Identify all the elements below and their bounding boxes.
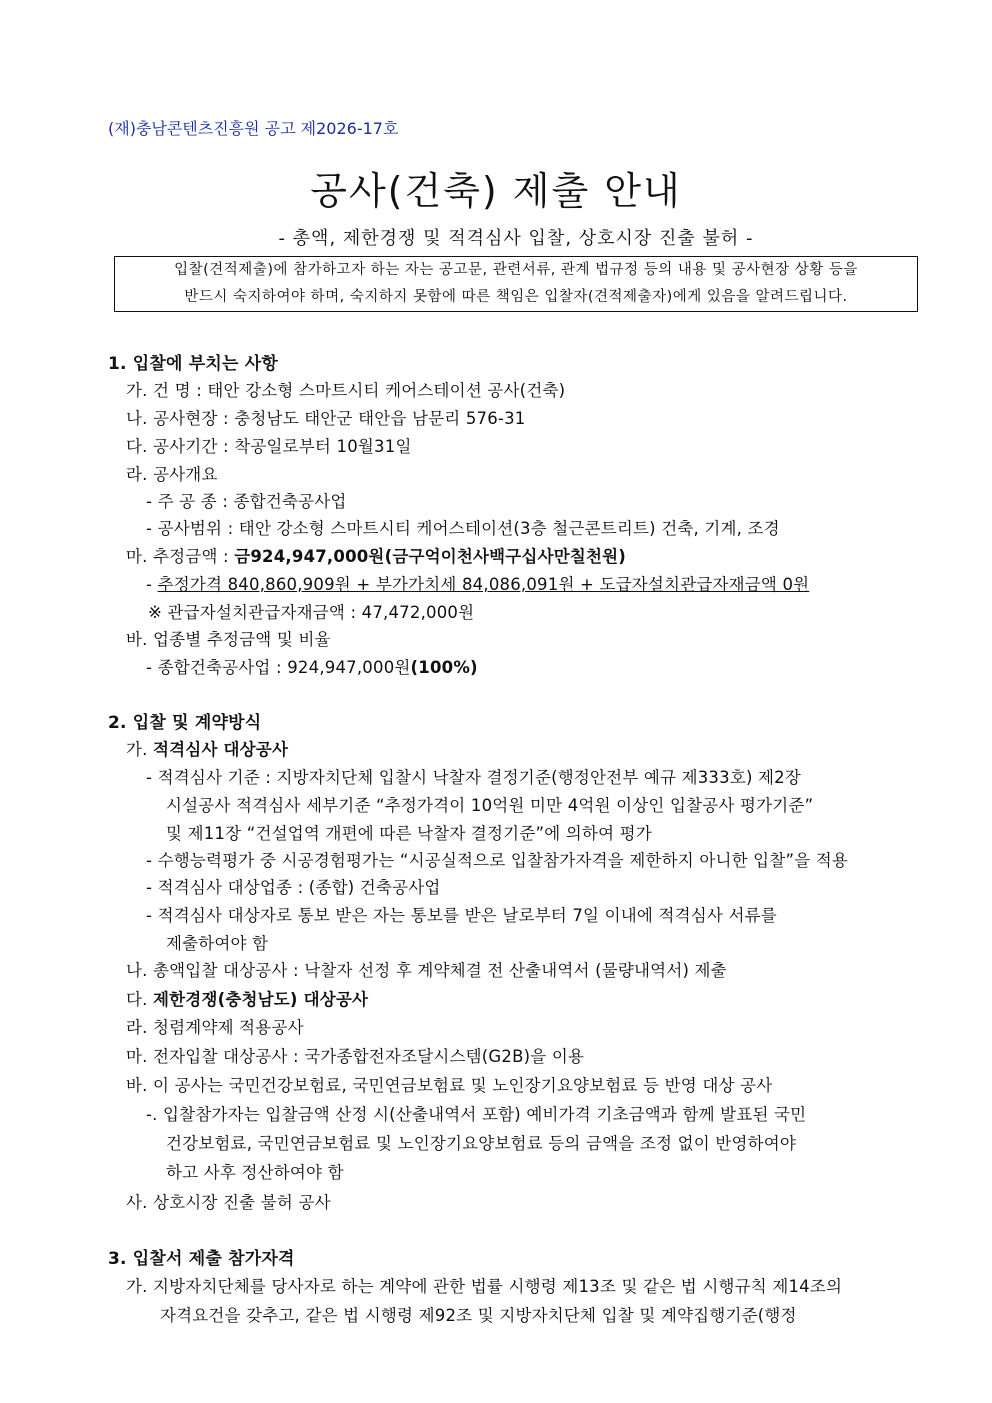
s2-item-sa: 사. 상호시장 진출 불허 공사 bbox=[126, 1193, 331, 1212]
s1-item-ma bbox=[126, 543, 626, 567]
s2-ga-4-line-1: - 적격심사 대상자로 통보 받은 자는 통보를 받은 날로부터 7일 이내에 적격심사 서류를 bbox=[146, 906, 777, 925]
estimated-amount: 금924,947,000원(금구억이천사백구십사만칠천원) bbox=[234, 547, 627, 566]
dash: - bbox=[146, 575, 158, 594]
s1-item-ba-1 bbox=[146, 654, 478, 678]
s1-item-ra-2: - 공사범위 : 태안 강소형 스마트시티 케어스테이션(3층 철근콘트리트) 건축, 기계, 조경 bbox=[146, 519, 780, 538]
s2-ga-title: 적격심사 대상공사 bbox=[153, 740, 289, 759]
s1-item-ra-1: - 주 공 종 : 종합건축공사업 bbox=[146, 492, 347, 511]
s2-ga-1-line-3: 및 제11장 “건설업역 개편에 따른 낙찰자 결정기준”에 의하여 평가 bbox=[166, 824, 652, 843]
s1-item-ra: 라. 공사개요 bbox=[126, 465, 218, 484]
s2-da-title: 제한경쟁(충청남도) 대상공사 bbox=[153, 990, 369, 1009]
page-subtitle: - 총액, 제한경쟁 및 적격심사 입찰, 상호시장 진출 불허 - bbox=[278, 228, 754, 249]
ba-percent: (100%) bbox=[410, 658, 478, 677]
s2-item-ga bbox=[126, 736, 288, 760]
s2-ga-1-line-1: - 적격심사 기준 : 지방자치단체 입찰시 낙찰자 결정기준(행정안전부 예규 제333호) 제2장 bbox=[146, 768, 802, 787]
s1-item-ma-2: ※ 관급자설치관급자재금액 : 47,472,000원 bbox=[148, 603, 475, 622]
s2-ba-1-line-3: 하고 사후 정산하여야 함 bbox=[166, 1163, 344, 1182]
ba-amount: - 종합건축공사업 : 924,947,000원 bbox=[146, 658, 411, 677]
s1-item-da: 다. 공사기간 : 착공일로부터 10월31일 bbox=[126, 437, 412, 456]
s2-item-ma: 마. 전자입찰 대상공사 : 국가종합전자조달시스템(G2B)을 이용 bbox=[126, 1047, 585, 1066]
s1-ma-label: 마. 추정금액 : bbox=[126, 547, 235, 566]
page-title: 공사(건축) 제출 안내 bbox=[310, 169, 682, 213]
s2-ga-3: - 적격심사 대상업종 : (종합) 건축공사업 bbox=[146, 878, 441, 897]
s2-item-ba: 바. 이 공사는 국민건강보험료, 국민연금보험료 및 노인장기요양보험료 등 반영 대상 공사 bbox=[126, 1076, 773, 1095]
section-2-heading: 2. 입찰 및 계약방식 bbox=[108, 713, 262, 733]
s1-item-na: 나. 공사현장 : 충청남도 태안군 태안읍 남문리 576-31 bbox=[126, 409, 526, 428]
s2-ga-4-line-2: 제출하여야 함 bbox=[166, 934, 269, 953]
s2-item-ra: 라. 청렴계약제 적용공사 bbox=[126, 1018, 304, 1037]
s2-item-na: 나. 총액입찰 대상공사 : 낙찰자 선정 후 계약체결 전 산출내역서 (물량내역서) 제출 bbox=[126, 961, 727, 980]
s1-item-ba: 바. 업종별 추정금액 및 비율 bbox=[126, 630, 331, 649]
warning-box bbox=[114, 256, 918, 312]
warning-line-2: 반드시 숙지하여야 하며, 숙지하지 못함에 따른 책임은 입찰자(견적제출자)에게 있음을 알려드립니다. bbox=[184, 289, 848, 305]
s2-ga-2: - 수행능력평가 중 시공경험평가는 “시공실적으로 입찰참가자격을 제한하지 아니한 입찰”을 적용 bbox=[146, 851, 849, 870]
s3-ga-line-1: 가. 지방자치단체를 당사자로 하는 계약에 관한 법률 시행령 제13조 및 같은 법 시행규칙 제14조의 bbox=[126, 1277, 843, 1296]
warning-line-1: 입찰(견적제출)에 참가하고자 하는 자는 공고문, 관련서류, 관계 법규정 등의 내용 및 공사현장 상황 등을 bbox=[174, 262, 858, 278]
s1-item-ga: 가. 건 명 : 태안 강소형 스마트시티 케어스테이션 공사(건축) bbox=[126, 381, 566, 400]
s3-ga-line-2: 자격요건을 갖추고, 같은 법 시행령 제92조 및 지방자치단체 입찰 및 계약집행기준(행정 bbox=[160, 1306, 797, 1325]
section-3-heading: 3. 입찰서 제출 참가자격 bbox=[108, 1249, 295, 1269]
s2-item-da bbox=[126, 986, 368, 1010]
s2-ba-1-line-2: 건강보험료, 국민연금보험료 및 노인장기요양보험료 등의 금액을 조정 없이 반영하여야 bbox=[166, 1134, 797, 1153]
s2-ga-marker: 가. bbox=[126, 740, 154, 759]
s2-da-marker: 다. bbox=[126, 990, 154, 1009]
s1-item-ma-1 bbox=[146, 571, 809, 595]
s2-ga-1-line-2: 시설공사 적격심사 세부기준 “추정가격이 10억원 미만 4억원 이상인 입찰공사 평가기준” bbox=[166, 796, 814, 815]
notice-number: (재)충남콘텐츠진흥원 공고 제2026-17호 bbox=[108, 119, 399, 138]
section-1-heading: 1. 입찰에 부치는 사항 bbox=[108, 354, 279, 374]
s2-ba-1-line-1: -. 입찰참가자는 입찰금액 산정 시(산출내역서 포함) 예비가격 기초금액과 함께 발표된 국민 bbox=[146, 1105, 807, 1124]
price-breakdown: 추정가격 840,860,909원 + 부가가치세 84,086,091원 + 도급자설치관급자재금액 0원 bbox=[157, 575, 810, 594]
